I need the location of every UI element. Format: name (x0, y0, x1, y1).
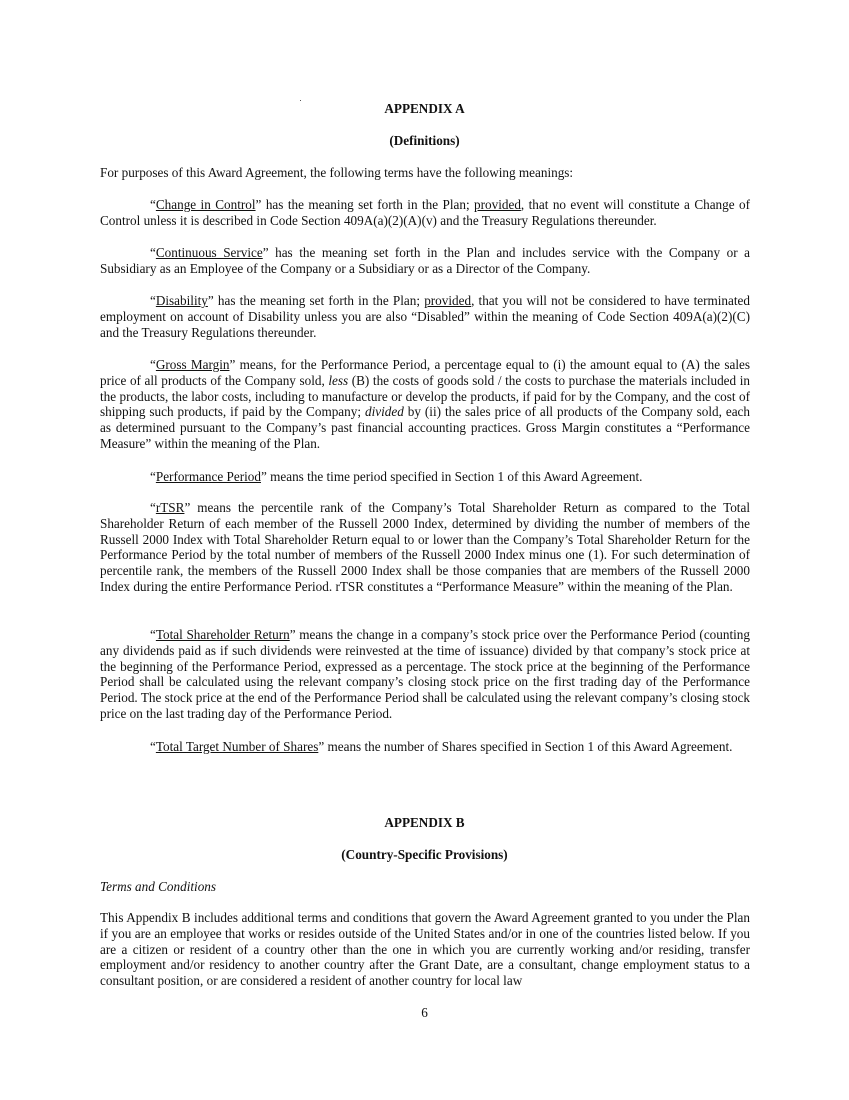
appendix-b-title: APPENDIX B (384, 815, 465, 830)
term-rtsr: rTSR (155, 500, 185, 515)
term-gross-margin: Gross Margin (155, 357, 230, 372)
definition-rtsr: “rTSR” means the percentile rank of the Company’s Total Shareholder Return as compared to the Total Shareholder Return of each member of the Russell 2000 Index, determined by dividing the number of members of the Russell 2000 Index with Total Shareholder Return equal to or lower than the Company’s Total Shareholder Return for the Performance Period by the total number of members of the Russell 2000 Index minus one (1). For such determination of percentile rank, the members of the Russell 2000 Index shall be those companies that are members of the Russell 2000 Index during the entire Performance Period. rTSR constitutes a “Performance Measure” within the meaning of the Plan. (100, 500, 750, 594)
provided-term: provided (424, 293, 472, 308)
term-performance-period: Performance Period (155, 469, 261, 484)
term-disability: Disability (155, 293, 208, 308)
divided-term: divided (364, 404, 404, 420)
definition-total-target-number-of-shares: “Total Target Number of Shares” means the number of Shares specified in Section 1 of this Award Agreement. (150, 739, 733, 754)
less-term: less (328, 372, 349, 388)
definition-change-in-control: “Change in Control” has the meaning set forth in the Plan; provided, that no event will constitute a Change of Control unless it is described in Code Section 409A(a)(2)(A)(v) and the Treasury Regulations thereunder. (100, 197, 751, 228)
appendix-b-body: This Appendix B includes additional terms and conditions that govern the Award Agreement granted to you under the Plan if you are an employee that works or resides outside of the United States and/or in one of the countries listed below. If you are a citizen or resident of a country other than the one in which you are currently working and/or residing, transfer employment and/or residency to another country after the Grant Date, are a consultant, change employment status to a consultant position, or are considered a resident of another country for local law (100, 910, 750, 989)
definition-total-shareholder-return: “Total Shareholder Return” means the change in a company’s stock price over the Performance Period (counting any dividends paid as if such dividends were reinvested at the time of issuance) divided by that company’s stock price at the beginning of the Performance Period, expressed as a percentage. The stock price at the beginning of the Performance Period shall be calculated using the relevant company’s closing stock price on the first trading day of the Performance Period. The stock price at the end of the Performance Period shall be calculated using the relevant company’s closing stock price on the last trading day of the Performance Period. (100, 627, 750, 721)
appendix-a-title: APPENDIX A (384, 101, 465, 116)
definition-performance-period: “Performance Period” means the time period specified in Section 1 of this Award Agreement. (150, 469, 643, 484)
term-continuous-service: Continuous Service (155, 245, 263, 260)
terms-and-conditions-heading: Terms and Conditions (100, 879, 217, 894)
provided-term: provided (474, 197, 521, 212)
term-change-in-control: Change in Control (155, 197, 256, 212)
appendix-b-subtitle: (Country-Specific Provisions) (341, 847, 508, 862)
definition-gross-margin: “Gross Margin” means, for the Performance Period, a percentage equal to (i) the amount equal to (A) the sales price of all products of the Company sold, less (B) the costs of goods sold / the costs to purchase the materials included in the products, the labor costs, including to manufacture or develop the products, if paid for by the Company, and the cost of shipping such products, if paid by the Company; divided by (ii) the sales price of all products of the Company sold, each as determined pursuant to the Company’s past financial accounting practices. Gross Margin constitutes a “Performance Measure” within the meaning of the Plan. (100, 357, 751, 451)
appendix-a-subtitle: (Definitions) (389, 133, 460, 148)
definition-disability: “Disability” has the meaning set forth in the Plan; provided, that you will not be considered to have terminated employment on account of Disability unless you are also “Disabled” within the meaning of Code Section 409A(a)(2)(C) and the Treasury Regulations thereunder. (100, 293, 750, 340)
page-number: 6 (421, 1005, 428, 1020)
term-total-target-number-of-shares: Total Target Number of Shares (155, 739, 319, 754)
definition-continuous-service: “Continuous Service” has the meaning set forth in the Plan and includes service with the Company or a Subsidiary as an Employee of the Company or a Subsidiary or as a Director of the Company. (100, 245, 750, 276)
intro-paragraph: For purposes of this Award Agreement, the following terms have the following meanings: (100, 165, 574, 180)
term-total-shareholder-return: Total Shareholder Return (155, 627, 290, 642)
